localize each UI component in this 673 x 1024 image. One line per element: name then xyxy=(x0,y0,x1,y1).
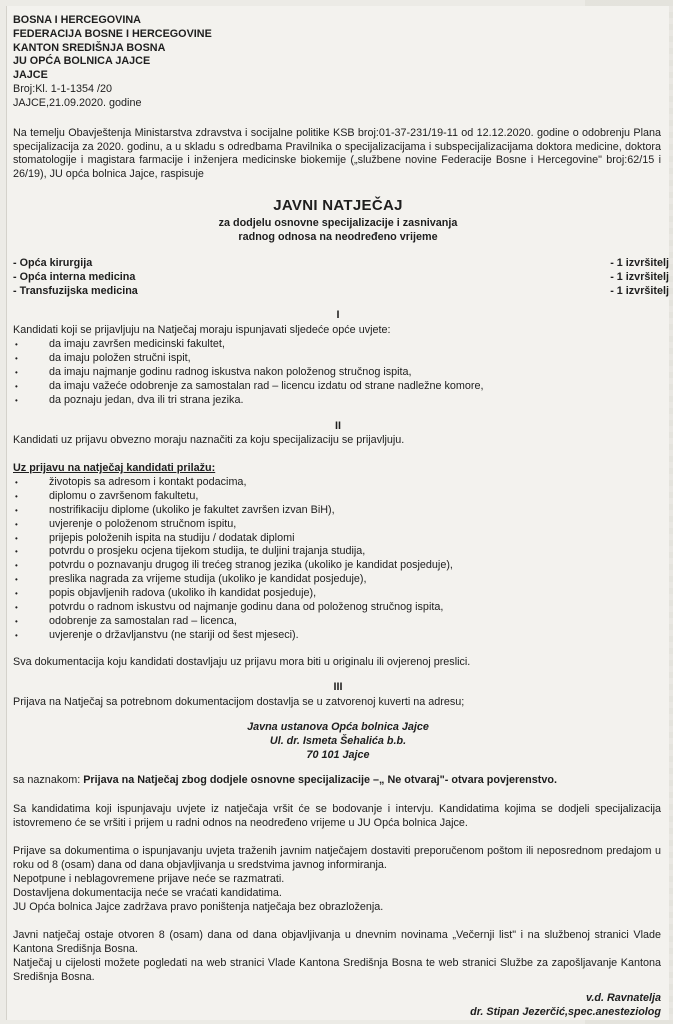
list-item: • prijepis položenih ispita na studiju / dodatak diplomi xyxy=(13,532,653,546)
documents-heading: Uz prijavu na natječaj kandidati prilažu: xyxy=(13,462,216,474)
header-line: FEDERACIJA BOSNE I HERCEGOVINE xyxy=(13,27,212,40)
position-row xyxy=(13,271,669,285)
position-name: - Transfuzijska medicina xyxy=(13,285,138,298)
section-numeral-2: II xyxy=(335,420,341,432)
list-item: • popis objavljenih radova (ukoliko ih kandidat posjeduje), xyxy=(13,587,653,601)
section-numeral-3: III xyxy=(333,681,343,693)
section3-lead: Prijava na Natječaj sa potrebnom dokumentacijom dostavlja se u zatvorenoj kuverti na adresu; xyxy=(13,696,465,708)
list-item: • životopis sa adresom i kontakt podacima, xyxy=(13,476,653,490)
job-notice xyxy=(6,6,669,1020)
header-line: JU OPĆA BOLNICA JAJCE xyxy=(13,55,151,68)
general-requirements-list xyxy=(13,338,653,407)
list-item: • preslika nagrada za vrijeme studija (ukoliko je kandidat posjeduje), xyxy=(13,573,653,587)
closing-paragraph-5: JU Opća bolnica Jajce zadržava pravo poništenja natječaja bez obrazloženja. xyxy=(13,901,384,913)
list-item: • potvrdu o radnom iskustvu od najmanje godinu dana od položenog stručnog ispita, xyxy=(13,601,653,615)
marking-text: Prijava na Natječaj zbog dodjele osnovne specijalizacije –„ Ne otvaraj"- otvara povjerenstvo. xyxy=(83,774,557,786)
list-item: • odobrenje za samostalan rad – licenca, xyxy=(13,615,653,629)
position-name: - Opća interna medicina xyxy=(13,271,136,284)
address-line: 70 101 Jajce xyxy=(306,748,370,761)
required-documents-list xyxy=(13,476,653,643)
closing-paragraph-1: Sa kandidatima koji ispunjavaju uvjete iz natječaja vršit će se bodovanje i intervju. Kandidatima kojima se dodjeli specijalizacija istovremeno će se vršiti i prijem u radni odnos na neodređeno vrijeme u JU Opća bolnica Jajce. xyxy=(13,803,661,829)
positions-list xyxy=(13,257,669,300)
header-line: BOSNA I HERCEGOVINA xyxy=(13,14,141,26)
marking-prefix: sa naznakom: xyxy=(13,774,84,786)
documents-note: Sva dokumentacija koju kandidati dostavljaju uz prijavu mora biti u originalu ili ovjerenoj preslici. xyxy=(13,656,471,668)
list-item: • da imaju važeće odobrenje za samostalan rad – licencu izdatu od strane nadležne komore, xyxy=(13,380,653,394)
intro-paragraph: Na temelju Obavještenja Ministarstva zdravstva i socijalne politike KSB broj:01-37-231/19-11 od 12.12.2020. godine o odobrenju Plana specijalizacija za 2020. godinu, a u skladu s odredbama Pravilnika o specijalizacijama i subspecijalizacijama doktora medicine, doktora stomatologije i magistara farmacije i inženjera medicinske biokemije („službene novine Federacije Bosne i Hercegovine" broj:62/15 i 26/19), JU opća bolnica Jajce, raspisuje xyxy=(13,127,661,180)
position-count: - 1 izvršitelj xyxy=(610,257,669,269)
position-row xyxy=(13,285,669,299)
list-item: • da imaju završen medicinski fakultet, xyxy=(13,338,653,352)
list-item: • da poznaju jedan, dva ili tri strana jezika. xyxy=(13,394,653,408)
section-numeral-1: I xyxy=(336,309,340,321)
envelope-marking xyxy=(13,774,661,788)
position-name: - Opća kirurgija xyxy=(13,257,93,269)
header-line: KANTON SREDIŠNJA BOSNA xyxy=(13,41,166,54)
list-item: • da imaju položen stručni ispit, xyxy=(13,352,653,366)
subtitle-line: za dodjelu osnovne specijalizacije i zasnivanja xyxy=(218,217,458,229)
list-item: • diplomu o završenom fakultetu, xyxy=(13,490,653,504)
closing-paragraph-3: Nepotpune i neblagovremene prijave neće se razmatrati. xyxy=(13,873,285,885)
institution-header xyxy=(13,14,212,111)
position-count: - 1 izvršitelj xyxy=(610,285,669,298)
closing-paragraph-2: Prijave sa dokumentima o ispunjavanju uvjeta traženih javnim natječajem dostaviti preporučenom poštom ili neposrednom predajom u roku od 8 (osam) dana od dana objavljivanja u sredstvima javnog informiranja. xyxy=(13,845,661,871)
address-line: Ul. dr. Ismeta Šehalića b.b. xyxy=(269,734,407,747)
notice-subtitle xyxy=(7,217,669,244)
signature-block xyxy=(470,991,661,1019)
position-row xyxy=(13,257,669,271)
list-item: • uvjerenje o položenom stručnom ispitu, xyxy=(13,518,653,532)
submission-address xyxy=(7,721,669,762)
header-line: JAJCE xyxy=(13,69,48,82)
list-item: • nostrifikaciju diplome (ukoliko je fakultet završen izvan BiH), xyxy=(13,504,653,518)
subtitle-line: radnog odnosa na neodređeno vrijeme xyxy=(238,230,438,243)
section2-lead: Kandidati uz prijavu obvezno moraju naznačiti za koju specijalizaciju se prijavljuju. xyxy=(13,434,405,446)
section1-lead: Kandidati koji se prijavljuju na Natječaj moraju ispunjavati sljedeće opće uvjete: xyxy=(13,324,391,336)
list-item: • potvrdu o poznavanju drugog ili trećeg stranog jezika (ukoliko je kandidat posjeduje), xyxy=(13,559,653,573)
closing-paragraph-7: Natječaj u cijelosti možete pogledati na web stranici Vlade Kantona Središnja Bosna te web stranici Službe za zapošljavanje Kantona Središnja Bosna. xyxy=(13,957,661,983)
address-line: Javna ustanova Opća bolnica Jajce xyxy=(247,721,429,733)
document-date: JAJCE,21.09.2020. godine xyxy=(13,96,142,109)
list-item: • potvrdu o prosjeku ocjena tijekom studija, te duljini trajanja studija, xyxy=(13,545,653,559)
position-count: - 1 izvršitelj xyxy=(610,271,669,284)
list-item: • da imaju najmanje godinu radnog iskustva nakon položenog stručnog ispita, xyxy=(13,366,653,380)
signature-role: v.d. Ravnatelja xyxy=(585,992,661,1004)
signature-name: dr. Stipan Jezerčić,spec.anesteziolog xyxy=(470,1006,661,1018)
list-item: • uvjerenje o državljanstvu (ne stariji od šest mjeseci). xyxy=(13,629,653,643)
notice-title: JAVNI NATJEČAJ xyxy=(273,197,403,214)
closing-paragraph-6: Javni natječaj ostaje otvoren 8 (osam) dana od dana objavljivanja u dnevnim novinama „Večernji list" i na službenoj stranici Vlade Kantona Središnja Bosna. xyxy=(13,929,661,955)
closing-paragraph-4: Dostavljena dokumentacija neće se vraćati kandidatima. xyxy=(13,887,282,899)
reference-number: Broj:Kl. 1-1-1354 /20 xyxy=(13,82,113,95)
